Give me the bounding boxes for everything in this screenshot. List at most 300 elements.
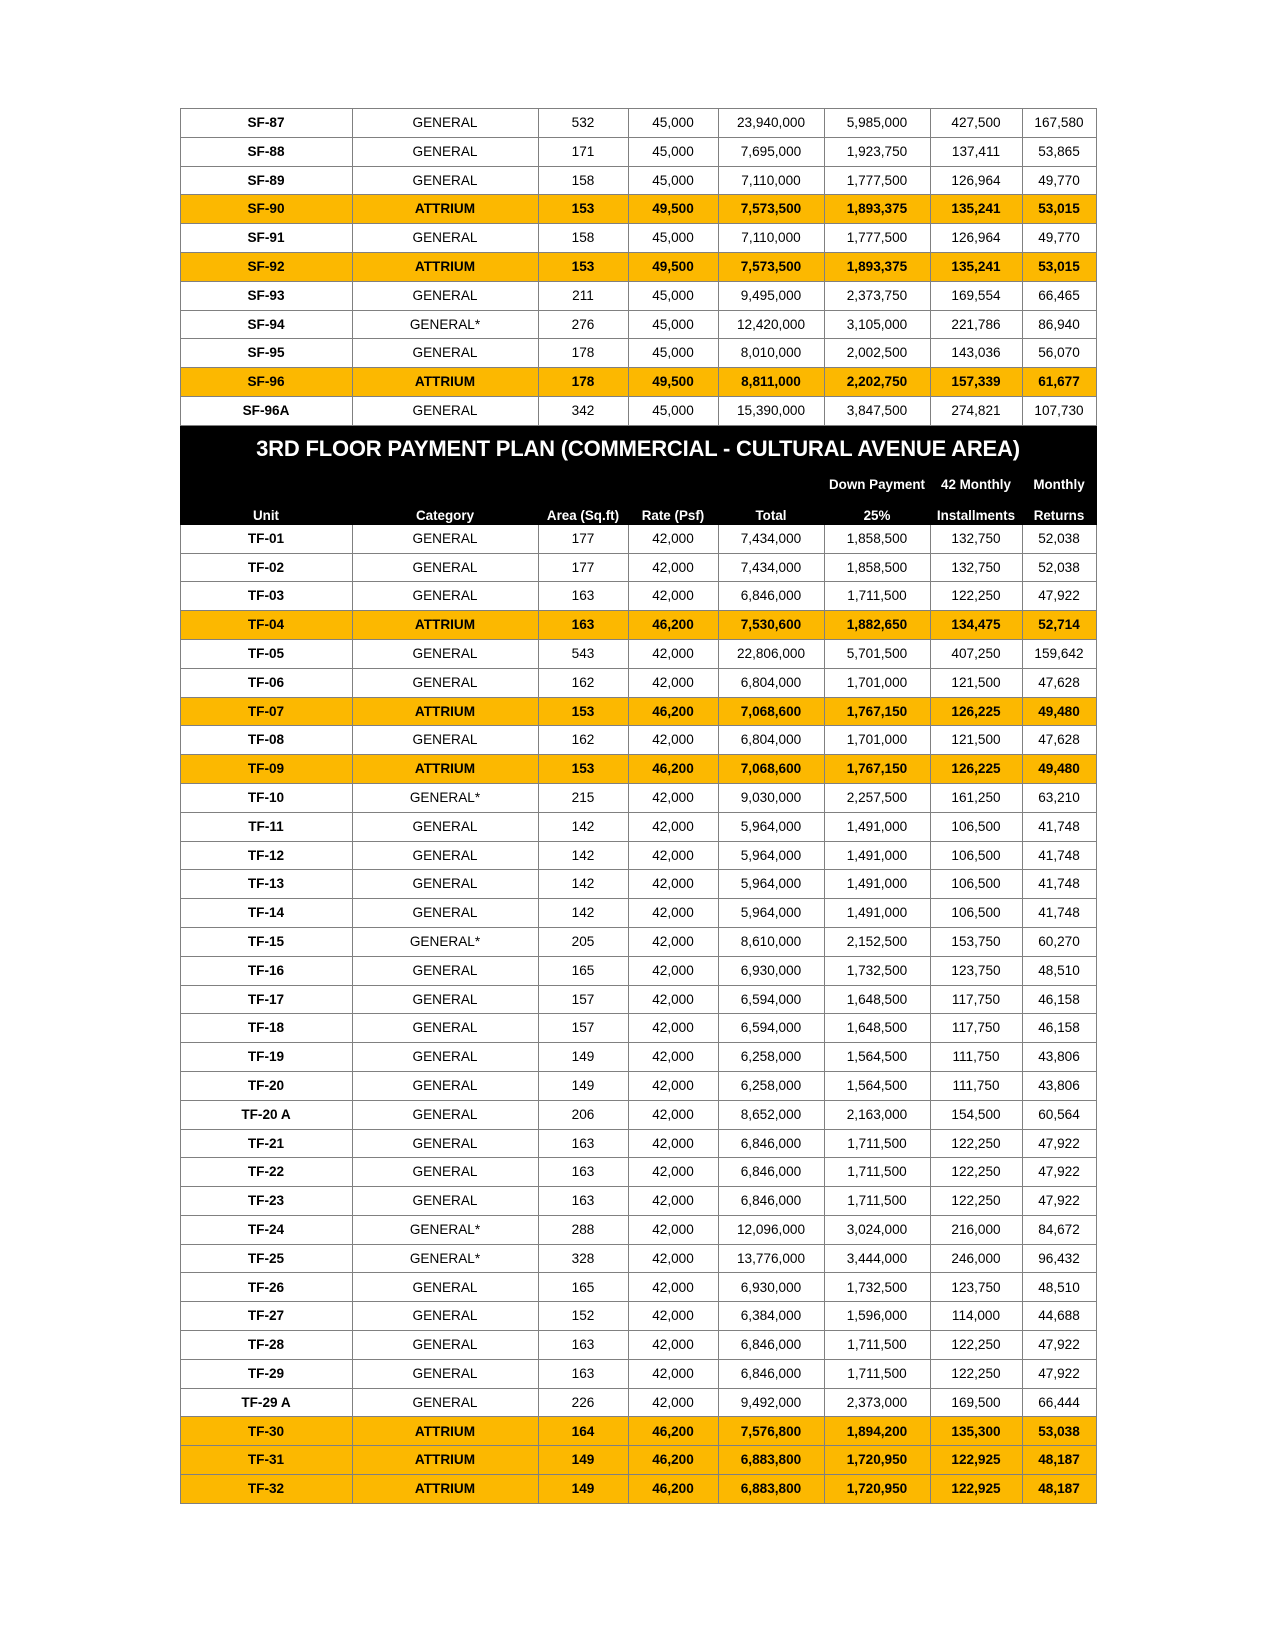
cell-total: 6,594,000 [718, 1014, 824, 1043]
cell-rate: 42,000 [628, 1043, 718, 1072]
third-floor-rows [180, 524, 1096, 1503]
cell-total: 6,804,000 [718, 668, 824, 697]
cell-rate: 42,000 [628, 956, 718, 985]
cell-unit: TF-25 [180, 1244, 352, 1273]
section-banner-row [180, 425, 1096, 472]
cell-area: 215 [538, 783, 628, 812]
cell-area: 211 [538, 281, 628, 310]
cell-rate: 46,200 [628, 1475, 718, 1504]
cell-returns: 47,922 [1022, 1331, 1096, 1360]
cell-installments: 221,786 [930, 310, 1022, 339]
cell-category: GENERAL [352, 1100, 538, 1129]
cell-category: GENERAL [352, 726, 538, 755]
cell-rate: 45,000 [628, 281, 718, 310]
cell-down: 1,711,500 [824, 582, 930, 611]
header-down-payment-line1: Down Payment [824, 472, 930, 493]
cell-down: 1,701,000 [824, 668, 930, 697]
cell-category: GENERAL [352, 166, 538, 195]
cell-returns: 47,922 [1022, 1187, 1096, 1216]
cell-installments: 122,250 [930, 1331, 1022, 1360]
cell-total: 6,846,000 [718, 1129, 824, 1158]
table-row [180, 252, 1096, 281]
cell-installments: 135,241 [930, 252, 1022, 281]
cell-rate: 42,000 [628, 985, 718, 1014]
cell-category: GENERAL [352, 137, 538, 166]
cell-installments: 126,225 [930, 697, 1022, 726]
cell-category: ATTRIUM [352, 1417, 538, 1446]
cell-category: ATTRIUM [352, 1446, 538, 1475]
cell-area: 165 [538, 1273, 628, 1302]
cell-area: 158 [538, 166, 628, 195]
cell-total: 7,695,000 [718, 137, 824, 166]
cell-area: 163 [538, 611, 628, 640]
cell-total: 6,846,000 [718, 582, 824, 611]
cell-unit: TF-28 [180, 1331, 352, 1360]
cell-total: 6,804,000 [718, 726, 824, 755]
cell-category: GENERAL [352, 899, 538, 928]
cell-unit: SF-96 [180, 368, 352, 397]
cell-returns: 41,748 [1022, 899, 1096, 928]
cell-category: GENERAL* [352, 783, 538, 812]
table-row [180, 524, 1096, 553]
cell-category: GENERAL [352, 985, 538, 1014]
cell-installments: 122,925 [930, 1475, 1022, 1504]
cell-returns: 53,865 [1022, 137, 1096, 166]
cell-down: 1,720,950 [824, 1475, 930, 1504]
cell-rate: 45,000 [628, 166, 718, 195]
table-row [180, 1417, 1096, 1446]
table-row [180, 985, 1096, 1014]
cell-returns: 52,714 [1022, 611, 1096, 640]
cell-installments: 427,500 [930, 109, 1022, 138]
cell-area: 149 [538, 1071, 628, 1100]
cell-area: 163 [538, 1158, 628, 1187]
cell-area: 164 [538, 1417, 628, 1446]
table-row [180, 899, 1096, 928]
cell-installments: 135,241 [930, 195, 1022, 224]
cell-total: 9,030,000 [718, 783, 824, 812]
cell-total: 8,610,000 [718, 927, 824, 956]
cell-unit: SF-94 [180, 310, 352, 339]
cell-returns: 41,748 [1022, 841, 1096, 870]
cell-total: 7,573,500 [718, 195, 824, 224]
cell-returns: 167,580 [1022, 109, 1096, 138]
table-row [180, 109, 1096, 138]
cell-category: GENERAL [352, 668, 538, 697]
cell-installments: 407,250 [930, 639, 1022, 668]
third-floor-section-header [180, 425, 1096, 524]
cell-installments: 122,250 [930, 1129, 1022, 1158]
cell-installments: 157,339 [930, 368, 1022, 397]
cell-returns: 60,270 [1022, 927, 1096, 956]
table-row [180, 1475, 1096, 1504]
cell-installments: 135,300 [930, 1417, 1022, 1446]
cell-total: 5,964,000 [718, 841, 824, 870]
cell-rate: 42,000 [628, 1014, 718, 1043]
cell-rate: 45,000 [628, 109, 718, 138]
cell-rate: 42,000 [628, 726, 718, 755]
table-row [180, 697, 1096, 726]
cell-category: GENERAL* [352, 1215, 538, 1244]
cell-rate: 45,000 [628, 137, 718, 166]
header-installments-line2: Installments [930, 493, 1022, 524]
cell-unit: TF-30 [180, 1417, 352, 1446]
cell-unit: SF-93 [180, 281, 352, 310]
cell-down: 1,701,000 [824, 726, 930, 755]
cell-down: 1,767,150 [824, 755, 930, 784]
cell-total: 9,495,000 [718, 281, 824, 310]
table-row [180, 1100, 1096, 1129]
cell-category: GENERAL [352, 1158, 538, 1187]
cell-installments: 161,250 [930, 783, 1022, 812]
cell-category: GENERAL [352, 956, 538, 985]
table-row [180, 783, 1096, 812]
table-row [180, 1331, 1096, 1360]
cell-installments: 117,750 [930, 985, 1022, 1014]
table-row [180, 368, 1096, 397]
cell-category: GENERAL* [352, 310, 538, 339]
cell-installments: 123,750 [930, 1273, 1022, 1302]
cell-area: 163 [538, 582, 628, 611]
cell-category: GENERAL [352, 1359, 538, 1388]
cell-returns: 41,748 [1022, 870, 1096, 899]
cell-rate: 42,000 [628, 1187, 718, 1216]
table-row [180, 281, 1096, 310]
cell-down: 3,105,000 [824, 310, 930, 339]
cell-category: GENERAL [352, 1187, 538, 1216]
cell-rate: 42,000 [628, 524, 718, 553]
cell-total: 6,594,000 [718, 985, 824, 1014]
cell-down: 1,711,500 [824, 1158, 930, 1187]
cell-down: 1,732,500 [824, 1273, 930, 1302]
table-row [180, 1129, 1096, 1158]
cell-rate: 49,500 [628, 368, 718, 397]
cell-unit: SF-91 [180, 224, 352, 253]
cell-returns: 60,564 [1022, 1100, 1096, 1129]
cell-total: 7,110,000 [718, 166, 824, 195]
cell-installments: 106,500 [930, 899, 1022, 928]
cell-installments: 143,036 [930, 339, 1022, 368]
cell-area: 205 [538, 927, 628, 956]
cell-area: 157 [538, 1014, 628, 1043]
cell-area: 142 [538, 841, 628, 870]
cell-area: 532 [538, 109, 628, 138]
cell-down: 1,491,000 [824, 812, 930, 841]
cell-rate: 42,000 [628, 783, 718, 812]
cell-category: GENERAL [352, 281, 538, 310]
cell-area: 177 [538, 524, 628, 553]
cell-rate: 45,000 [628, 339, 718, 368]
cell-unit: TF-20 [180, 1071, 352, 1100]
table-row [180, 927, 1096, 956]
cell-unit: SF-87 [180, 109, 352, 138]
cell-down: 1,720,950 [824, 1446, 930, 1475]
header-rate: Rate (Psf) [628, 493, 718, 524]
cell-installments: 122,250 [930, 1359, 1022, 1388]
cell-total: 6,883,800 [718, 1446, 824, 1475]
header-area-spacer [538, 472, 628, 493]
cell-area: 543 [538, 639, 628, 668]
cell-category: ATTRIUM [352, 1475, 538, 1504]
cell-total: 6,258,000 [718, 1043, 824, 1072]
cell-rate: 42,000 [628, 870, 718, 899]
cell-down: 1,711,500 [824, 1331, 930, 1360]
cell-area: 163 [538, 1187, 628, 1216]
table-row [180, 224, 1096, 253]
cell-category: GENERAL [352, 1302, 538, 1331]
cell-total: 7,573,500 [718, 252, 824, 281]
table-row [180, 1158, 1096, 1187]
table-row [180, 1014, 1096, 1043]
cell-installments: 169,554 [930, 281, 1022, 310]
cell-rate: 46,200 [628, 611, 718, 640]
cell-installments: 106,500 [930, 812, 1022, 841]
cell-unit: TF-11 [180, 812, 352, 841]
cell-category: GENERAL [352, 1043, 538, 1072]
cell-category: GENERAL [352, 553, 538, 582]
cell-total: 5,964,000 [718, 870, 824, 899]
cell-installments: 126,964 [930, 224, 1022, 253]
cell-area: 177 [538, 553, 628, 582]
cell-returns: 47,922 [1022, 1158, 1096, 1187]
cell-unit: TF-06 [180, 668, 352, 697]
cell-installments: 122,250 [930, 1158, 1022, 1187]
cell-installments: 111,750 [930, 1043, 1022, 1072]
table-row [180, 726, 1096, 755]
cell-returns: 48,510 [1022, 1273, 1096, 1302]
header-total-spacer [718, 472, 824, 493]
cell-total: 8,010,000 [718, 339, 824, 368]
cell-area: 276 [538, 310, 628, 339]
table-row [180, 1273, 1096, 1302]
cell-unit: TF-07 [180, 697, 352, 726]
header-rate-spacer [628, 472, 718, 493]
cell-total: 6,384,000 [718, 1302, 824, 1331]
cell-area: 165 [538, 956, 628, 985]
cell-total: 15,390,000 [718, 396, 824, 425]
cell-category: GENERAL [352, 812, 538, 841]
cell-total: 8,652,000 [718, 1100, 824, 1129]
cell-installments: 122,250 [930, 1187, 1022, 1216]
cell-area: 142 [538, 870, 628, 899]
cell-category: GENERAL* [352, 927, 538, 956]
header-returns-line1: Monthly [1022, 472, 1096, 493]
cell-unit: TF-32 [180, 1475, 352, 1504]
cell-returns: 47,628 [1022, 726, 1096, 755]
cell-returns: 49,480 [1022, 755, 1096, 784]
cell-down: 2,373,750 [824, 281, 930, 310]
cell-down: 1,491,000 [824, 841, 930, 870]
cell-installments: 121,500 [930, 726, 1022, 755]
cell-area: 163 [538, 1331, 628, 1360]
cell-installments: 154,500 [930, 1100, 1022, 1129]
table-row [180, 339, 1096, 368]
cell-total: 7,576,800 [718, 1417, 824, 1446]
header-unit: Unit [180, 493, 352, 524]
cell-down: 1,858,500 [824, 553, 930, 582]
column-header-row [180, 493, 1096, 524]
cell-installments: 122,925 [930, 1446, 1022, 1475]
cell-installments: 216,000 [930, 1215, 1022, 1244]
cell-unit: TF-24 [180, 1215, 352, 1244]
cell-rate: 42,000 [628, 1331, 718, 1360]
cell-returns: 53,015 [1022, 252, 1096, 281]
cell-area: 162 [538, 726, 628, 755]
cell-total: 7,068,600 [718, 697, 824, 726]
cell-returns: 43,806 [1022, 1071, 1096, 1100]
cell-area: 163 [538, 1129, 628, 1158]
cell-category: GENERAL [352, 870, 538, 899]
cell-down: 1,882,650 [824, 611, 930, 640]
cell-unit: TF-26 [180, 1273, 352, 1302]
cell-returns: 53,038 [1022, 1417, 1096, 1446]
cell-returns: 44,688 [1022, 1302, 1096, 1331]
cell-unit: TF-20 A [180, 1100, 352, 1129]
table-row [180, 870, 1096, 899]
cell-category: ATTRIUM [352, 611, 538, 640]
cell-total: 5,964,000 [718, 899, 824, 928]
cell-installments: 169,500 [930, 1388, 1022, 1417]
cell-installments: 122,250 [930, 582, 1022, 611]
table-row [180, 812, 1096, 841]
cell-rate: 42,000 [628, 1359, 718, 1388]
table-row [180, 137, 1096, 166]
cell-down: 1,564,500 [824, 1071, 930, 1100]
cell-rate: 42,000 [628, 1244, 718, 1273]
cell-category: GENERAL [352, 339, 538, 368]
cell-down: 2,373,000 [824, 1388, 930, 1417]
table-row [180, 396, 1096, 425]
table-row [180, 166, 1096, 195]
cell-unit: TF-03 [180, 582, 352, 611]
cell-unit: SF-90 [180, 195, 352, 224]
cell-area: 149 [538, 1043, 628, 1072]
cell-installments: 132,750 [930, 524, 1022, 553]
cell-down: 1,711,500 [824, 1359, 930, 1388]
cell-returns: 66,465 [1022, 281, 1096, 310]
header-total: Total [718, 493, 824, 524]
cell-area: 206 [538, 1100, 628, 1129]
cell-returns: 46,158 [1022, 1014, 1096, 1043]
cell-category: GENERAL [352, 582, 538, 611]
cell-installments: 123,750 [930, 956, 1022, 985]
cell-category: ATTRIUM [352, 755, 538, 784]
cell-unit: TF-23 [180, 1187, 352, 1216]
cell-returns: 49,480 [1022, 697, 1096, 726]
cell-returns: 53,015 [1022, 195, 1096, 224]
cell-category: GENERAL [352, 109, 538, 138]
cell-area: 288 [538, 1215, 628, 1244]
cell-category: GENERAL* [352, 1244, 538, 1273]
cell-rate: 42,000 [628, 582, 718, 611]
cell-area: 153 [538, 252, 628, 281]
cell-down: 1,711,500 [824, 1187, 930, 1216]
cell-total: 7,434,000 [718, 553, 824, 582]
cell-category: GENERAL [352, 224, 538, 253]
cell-down: 1,894,200 [824, 1417, 930, 1446]
cell-rate: 42,000 [628, 1158, 718, 1187]
cell-unit: SF-92 [180, 252, 352, 281]
cell-returns: 159,642 [1022, 639, 1096, 668]
cell-rate: 42,000 [628, 1388, 718, 1417]
cell-unit: TF-18 [180, 1014, 352, 1043]
table-row [180, 195, 1096, 224]
cell-total: 6,883,800 [718, 1475, 824, 1504]
cell-total: 12,420,000 [718, 310, 824, 339]
cell-area: 163 [538, 1359, 628, 1388]
cell-total: 7,110,000 [718, 224, 824, 253]
table-row [180, 1446, 1096, 1475]
cell-rate: 49,500 [628, 195, 718, 224]
cell-installments: 153,750 [930, 927, 1022, 956]
cell-rate: 42,000 [628, 927, 718, 956]
cell-returns: 86,940 [1022, 310, 1096, 339]
cell-down: 3,847,500 [824, 396, 930, 425]
cell-unit: TF-15 [180, 927, 352, 956]
cell-down: 2,202,750 [824, 368, 930, 397]
cell-unit: TF-13 [180, 870, 352, 899]
cell-down: 1,732,500 [824, 956, 930, 985]
cell-category: GENERAL [352, 1388, 538, 1417]
cell-down: 1,893,375 [824, 252, 930, 281]
cell-category: GENERAL [352, 841, 538, 870]
table-row [180, 1071, 1096, 1100]
table-row [180, 956, 1096, 985]
cell-category: GENERAL [352, 1129, 538, 1158]
header-category-spacer [352, 472, 538, 493]
cell-installments: 126,225 [930, 755, 1022, 784]
header-unit-spacer [180, 472, 352, 493]
cell-area: 153 [538, 697, 628, 726]
cell-returns: 84,672 [1022, 1215, 1096, 1244]
table-row [180, 611, 1096, 640]
cell-area: 152 [538, 1302, 628, 1331]
cell-rate: 42,000 [628, 841, 718, 870]
cell-unit: TF-08 [180, 726, 352, 755]
cell-down: 2,152,500 [824, 927, 930, 956]
cell-area: 142 [538, 812, 628, 841]
cell-rate: 42,000 [628, 668, 718, 697]
header-installments-line1: 42 Monthly [930, 472, 1022, 493]
cell-down: 1,648,500 [824, 1014, 930, 1043]
cell-down: 1,648,500 [824, 985, 930, 1014]
cell-category: GENERAL [352, 1331, 538, 1360]
cell-returns: 52,038 [1022, 524, 1096, 553]
table-row [180, 1302, 1096, 1331]
cell-total: 6,258,000 [718, 1071, 824, 1100]
cell-total: 6,846,000 [718, 1158, 824, 1187]
cell-area: 149 [538, 1446, 628, 1475]
cell-down: 2,257,500 [824, 783, 930, 812]
cell-total: 6,846,000 [718, 1187, 824, 1216]
cell-unit: TF-09 [180, 755, 352, 784]
cell-down: 1,777,500 [824, 224, 930, 253]
cell-unit: TF-29 A [180, 1388, 352, 1417]
cell-total: 5,964,000 [718, 812, 824, 841]
cell-category: GENERAL [352, 639, 538, 668]
cell-category: GENERAL [352, 524, 538, 553]
cell-rate: 45,000 [628, 310, 718, 339]
payment-plan-sheet [180, 108, 1096, 1504]
cell-unit: TF-01 [180, 524, 352, 553]
cell-total: 6,930,000 [718, 956, 824, 985]
cell-down: 2,163,000 [824, 1100, 930, 1129]
table-row [180, 553, 1096, 582]
cell-total: 6,846,000 [718, 1359, 824, 1388]
cell-total: 8,811,000 [718, 368, 824, 397]
cell-returns: 49,770 [1022, 166, 1096, 195]
cell-rate: 42,000 [628, 553, 718, 582]
